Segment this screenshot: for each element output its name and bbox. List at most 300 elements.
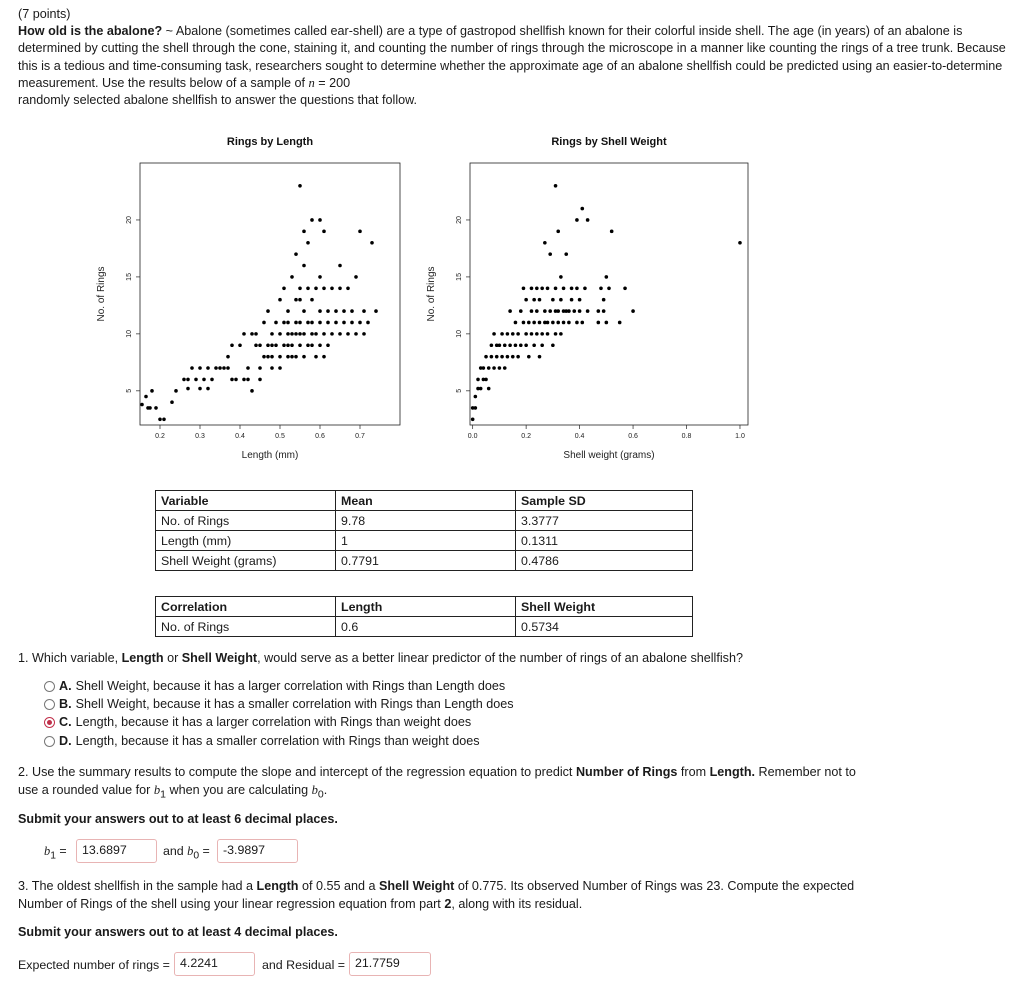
data-point (556, 230, 560, 234)
data-point (548, 309, 552, 313)
data-point (354, 275, 358, 279)
y-tick-label: 5 (456, 388, 463, 393)
data-point (246, 366, 250, 370)
data-point (206, 387, 210, 391)
y-tick-label: 20 (456, 216, 463, 224)
data-point (559, 332, 563, 336)
radio-c-selected[interactable] (44, 717, 55, 728)
data-point (535, 332, 539, 336)
data-point (310, 343, 314, 347)
data-point (503, 366, 507, 370)
data-point (254, 343, 258, 347)
data-point (266, 343, 270, 347)
data-point (580, 321, 584, 325)
problem-title: How old is the abalone? (18, 24, 163, 39)
data-point (290, 343, 294, 347)
data-point (318, 275, 322, 279)
data-point (274, 343, 278, 347)
data-point (182, 378, 186, 382)
data-point (322, 332, 326, 336)
data-point (508, 343, 512, 347)
data-point (548, 252, 552, 256)
data-point (519, 309, 523, 313)
radio-d[interactable] (44, 736, 55, 747)
data-point (286, 309, 290, 313)
data-point (492, 332, 496, 336)
data-point (302, 309, 306, 313)
table-header-cell: Variable (156, 491, 336, 511)
data-point (306, 241, 310, 245)
data-point (362, 309, 366, 313)
data-point (194, 378, 198, 382)
option-text: Shell Weight, because it has a smaller correlation with Rings than Length does (75, 697, 514, 711)
data-point (551, 298, 555, 302)
data-point (500, 355, 504, 359)
radio-a[interactable] (44, 681, 55, 692)
expected-rings-input[interactable]: 4.2241 (174, 952, 255, 976)
data-point (270, 355, 274, 359)
data-point (266, 355, 270, 359)
data-point (334, 309, 338, 313)
data-point (234, 378, 238, 382)
data-point (302, 264, 306, 268)
residual-input[interactable]: 21.7759 (349, 952, 431, 976)
data-point (580, 207, 584, 211)
data-point (532, 343, 536, 347)
data-point (206, 366, 210, 370)
data-point (522, 287, 526, 291)
data-point (270, 332, 274, 336)
data-point (302, 355, 306, 359)
plot-frame (140, 163, 400, 425)
data-point (210, 378, 214, 382)
data-point (254, 332, 258, 336)
data-point (602, 309, 606, 313)
data-point (290, 355, 294, 359)
data-point (198, 366, 202, 370)
data-point (527, 321, 531, 325)
data-point (583, 287, 587, 291)
data-point (286, 355, 290, 359)
data-point (322, 355, 326, 359)
data-point (530, 309, 534, 313)
data-point (310, 218, 314, 222)
data-point (586, 309, 590, 313)
data-point (338, 332, 342, 336)
data-point (564, 252, 568, 256)
table-cell: No. of Rings (156, 511, 336, 531)
data-point (605, 321, 609, 325)
x-tick-label: 1.0 (735, 433, 745, 440)
chart-title: Rings by Length (226, 136, 314, 148)
y-tick-label: 20 (126, 216, 133, 224)
option-letter: B. (59, 697, 72, 711)
data-point (543, 241, 547, 245)
data-point (374, 309, 378, 313)
data-point (586, 218, 590, 222)
data-point (140, 403, 144, 407)
table-header-row (156, 597, 693, 617)
data-point (607, 287, 611, 291)
question-1: 1. Which variable, Length or Shell Weight, would serve as a better linear predictor of the number of rings of an abalone shellfish? (18, 651, 743, 665)
data-point (242, 332, 246, 336)
data-point (524, 332, 528, 336)
data-point (535, 309, 539, 313)
data-point (338, 287, 342, 291)
data-point (516, 355, 520, 359)
data-point (286, 332, 290, 336)
data-point (540, 287, 544, 291)
data-point (556, 321, 560, 325)
data-point (567, 321, 571, 325)
option-a[interactable] (44, 679, 505, 693)
b1-label: $b_1$ = (44, 844, 67, 862)
data-point (286, 343, 290, 347)
n-variable: n (308, 75, 315, 90)
data-point (318, 309, 322, 313)
data-point (484, 378, 488, 382)
data-point (597, 321, 601, 325)
y-tick-label: 10 (456, 329, 463, 338)
table-cell: Shell Weight (grams) (156, 551, 336, 571)
option-d[interactable] (44, 734, 480, 748)
residual-label: and Residual = (262, 958, 346, 972)
table-row (156, 617, 693, 637)
data-point (278, 366, 282, 370)
data-point (266, 309, 270, 313)
data-point (370, 241, 374, 245)
data-point (738, 241, 742, 245)
b1-input[interactable]: 13.6897 (76, 839, 157, 863)
data-point (471, 418, 475, 422)
data-point (538, 321, 542, 325)
data-point (530, 332, 534, 336)
data-point (535, 287, 539, 291)
data-point (610, 230, 614, 234)
chart-title: Rings by Shell Weight (551, 136, 667, 148)
data-point (559, 275, 563, 279)
y-tick-label: 5 (126, 388, 133, 393)
data-point (572, 309, 576, 313)
data-point (503, 343, 507, 347)
data-point (246, 378, 250, 382)
summary-stats-table (155, 490, 693, 571)
radio-b[interactable] (44, 699, 55, 710)
q2-submit-instruction: Submit your answers out to at least 6 decimal places. (18, 812, 338, 826)
data-point (482, 366, 486, 370)
data-point (230, 343, 234, 347)
data-point (330, 332, 334, 336)
data-point (238, 343, 242, 347)
data-point (218, 366, 222, 370)
data-point (294, 298, 298, 302)
data-point (599, 287, 603, 291)
x-tick-label: 0.2 (155, 433, 165, 440)
data-point (524, 343, 528, 347)
data-point (302, 230, 306, 234)
data-point (314, 355, 318, 359)
data-point (540, 332, 544, 336)
option-b[interactable] (44, 697, 514, 711)
data-point (631, 309, 635, 313)
x-tick-label: 0.6 (628, 433, 638, 440)
data-point (350, 309, 354, 313)
x-tick-label: 0.3 (195, 433, 205, 440)
data-point (575, 287, 579, 291)
question-3: 3. The oldest shellfish in the sample had a Length of 0.55 and a Shell Weight of 0.775. Its observed Number of Rings was 23. Compute the expected Number of Rings of the shell using your linear regression equation from part 2, along with its residual. (18, 879, 855, 911)
data-point (562, 287, 566, 291)
data-point (150, 389, 154, 393)
data-point (530, 287, 534, 291)
data-point (314, 332, 318, 336)
data-point (484, 355, 488, 359)
data-point (522, 321, 526, 325)
problem-body: Abalone (sometimes called ear-shell) are a type of gastropod shellfish known for their colorful inside shell. The age (in years) of an abalone is determined by cutting the shell through the cone, staining it, and counting the number of rings through the microscope in a manner like counting the rings of a tree trunk. Because this is a tedious and time-consuming task, researchers sought to determine whether the approximate age of an abalone shellfish could be predicted using an easier-to-determine measurement. Use the results below of a sample of (18, 24, 1006, 90)
data-point (326, 343, 330, 347)
table-cell: 0.4786 (516, 551, 693, 571)
x-tick-label: 0.7 (355, 433, 365, 440)
data-point (322, 230, 326, 234)
y-tick-label: 15 (456, 273, 463, 281)
y-tick-label: 10 (126, 329, 133, 338)
data-point (476, 378, 480, 382)
data-point (551, 343, 555, 347)
data-point (346, 287, 350, 291)
data-point (294, 321, 298, 325)
table-cell: 0.5734 (516, 617, 693, 637)
data-point (298, 332, 302, 336)
data-point (474, 395, 478, 399)
data-point (310, 332, 314, 336)
data-point (554, 332, 558, 336)
data-point (511, 355, 515, 359)
data-point (559, 298, 563, 302)
expected-rings-label: Expected number of rings = (18, 958, 170, 972)
data-point (492, 366, 496, 370)
points-label: (7 points) (18, 7, 71, 21)
y-axis-label: No. of Rings (96, 266, 107, 322)
data-point (618, 321, 622, 325)
table-header-cell: Sample SD (516, 491, 693, 511)
data-point (162, 418, 166, 422)
data-point (605, 275, 609, 279)
data-point (306, 321, 310, 325)
x-axis-label: Shell weight (grams) (563, 450, 655, 460)
data-point (519, 343, 523, 347)
x-tick-label: 0.5 (275, 433, 285, 440)
data-point (546, 321, 550, 325)
data-point (310, 321, 314, 325)
data-point (306, 343, 310, 347)
data-point (198, 387, 202, 391)
data-point (298, 287, 302, 291)
scatter-rings-by-length (90, 130, 410, 460)
data-point (514, 343, 518, 347)
data-point (567, 309, 571, 313)
data-point (286, 321, 290, 325)
table-cell: 1 (336, 531, 516, 551)
x-tick-label: 0.4 (574, 433, 585, 440)
data-point (506, 355, 510, 359)
data-point (578, 309, 582, 313)
data-point (290, 332, 294, 336)
option-letter: D. (59, 734, 72, 748)
x-tick-label: 0.6 (315, 433, 325, 440)
data-point (487, 387, 491, 391)
data-point (551, 321, 555, 325)
table-header-cell: Length (336, 597, 516, 617)
data-point (202, 378, 206, 382)
data-point (226, 355, 230, 359)
data-point (282, 287, 286, 291)
data-point (338, 264, 342, 268)
data-point (274, 321, 278, 325)
table-cell: 0.6 (336, 617, 516, 637)
data-point (554, 287, 558, 291)
data-point (148, 406, 152, 410)
x-tick-label: 0.0 (467, 433, 478, 440)
data-point (154, 406, 158, 410)
data-point (282, 321, 286, 325)
option-letter: C. (59, 715, 72, 729)
table-cell: 0.7791 (336, 551, 516, 571)
data-point (474, 406, 478, 410)
data-point (318, 321, 322, 325)
data-point (575, 218, 579, 222)
data-point (556, 309, 560, 313)
option-letter: A. (59, 679, 72, 693)
data-point (508, 309, 512, 313)
x-tick-label: 0.4 (235, 433, 245, 440)
data-point (298, 298, 302, 302)
q3-submit-instruction: Submit your answers out to at least 4 decimal places. (18, 925, 338, 939)
data-point (158, 418, 162, 422)
data-point (230, 378, 234, 382)
data-point (538, 355, 542, 359)
data-point (554, 184, 558, 188)
data-point (350, 321, 354, 325)
problem-statement (18, 23, 1008, 92)
data-point (330, 287, 334, 291)
data-point (342, 321, 346, 325)
table-header-cell: Correlation (156, 597, 336, 617)
data-point (495, 355, 499, 359)
x-axis-label: Length (mm) (241, 450, 299, 460)
data-point (511, 332, 515, 336)
data-point (346, 332, 350, 336)
data-point (250, 389, 254, 393)
data-point (326, 321, 330, 325)
x-tick-label: 0.2 (521, 433, 532, 440)
data-point (602, 298, 606, 302)
table-cell: No. of Rings (156, 617, 336, 637)
table-row (156, 551, 693, 571)
data-point (543, 309, 547, 313)
data-point (575, 321, 579, 325)
data-point (500, 332, 504, 336)
data-point (278, 355, 282, 359)
table-row (156, 531, 693, 551)
data-point (310, 298, 314, 302)
data-point (262, 321, 266, 325)
data-point (190, 366, 194, 370)
data-point (258, 343, 262, 347)
data-point (170, 400, 174, 404)
x-tick-label: 0.8 (681, 433, 692, 440)
y-tick-label: 15 (126, 273, 133, 281)
data-point (290, 275, 294, 279)
data-point (186, 387, 190, 391)
data-point (479, 387, 483, 391)
table-header-cell: Mean (336, 491, 516, 511)
problem-body-end: randomly selected abalone shellfish to answer the questions that follow. (18, 93, 418, 108)
data-point (258, 378, 262, 382)
data-point (490, 355, 494, 359)
data-point (570, 298, 574, 302)
data-point (358, 230, 362, 234)
data-point (302, 332, 306, 336)
data-point (294, 332, 298, 336)
data-point (514, 321, 518, 325)
data-point (532, 298, 536, 302)
data-point (174, 389, 178, 393)
b0-label: and $b_0$ = (163, 844, 210, 862)
data-point (144, 395, 148, 399)
data-point (298, 184, 302, 188)
data-point (358, 321, 362, 325)
data-point (490, 343, 494, 347)
data-point (546, 332, 550, 336)
question-2: 2. Use the summary results to compute the slope and intercept of the regression equation to predict Number of Rings from Length. Remember not to use a rounded value for $b_1$ when you are calculating $b_0$. (18, 765, 856, 801)
data-point (262, 355, 266, 359)
data-point (532, 321, 536, 325)
data-point (498, 343, 502, 347)
data-point (342, 309, 346, 313)
data-point (306, 287, 310, 291)
data-point (562, 321, 566, 325)
option-text: Shell Weight, because it has a larger correlation with Rings than Length does (75, 679, 506, 693)
data-point (326, 309, 330, 313)
data-point (298, 343, 302, 347)
data-point (527, 355, 531, 359)
data-point (298, 321, 302, 325)
data-point (226, 366, 230, 370)
y-axis-label: No. of Rings (426, 266, 437, 322)
data-point (597, 309, 601, 313)
data-point (270, 366, 274, 370)
data-point (278, 332, 282, 336)
data-point (314, 287, 318, 291)
problem-intro (18, 6, 1008, 109)
data-point (318, 218, 322, 222)
option-text: Length, because it has a larger correlation with Rings than weight does (75, 715, 472, 729)
data-point (498, 366, 502, 370)
table-cell: Length (mm) (156, 531, 336, 551)
data-point (278, 298, 282, 302)
data-point (242, 378, 246, 382)
correlation-table (155, 596, 693, 637)
data-point (524, 298, 528, 302)
data-point (354, 332, 358, 336)
b0-input[interactable]: -3.9897 (217, 839, 298, 863)
table-cell: 3.3777 (516, 511, 693, 531)
table-row (156, 511, 693, 531)
n-value: = 200 (314, 75, 351, 90)
option-c[interactable] (44, 715, 471, 729)
data-point (322, 287, 326, 291)
option-text: Length, because it has a smaller correlation with Rings than weight does (75, 734, 480, 748)
data-point (214, 366, 218, 370)
